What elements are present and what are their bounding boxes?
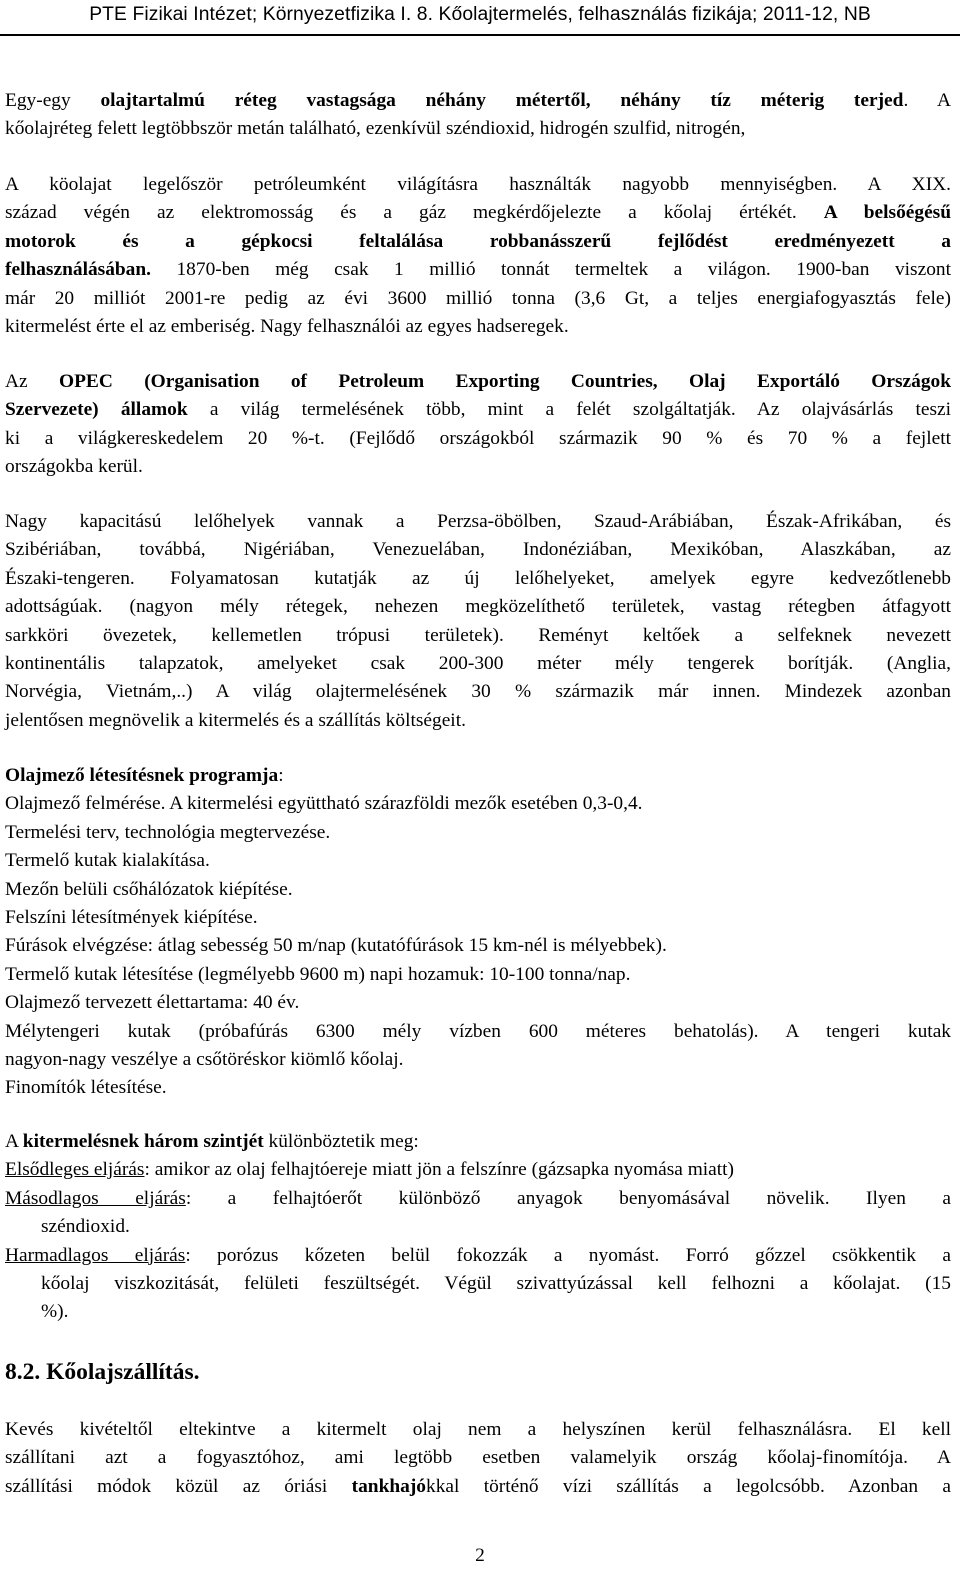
text-line: kontinentális talapzatok, amelyeket csak 200-300 méter mély tengerek borítják. (Anglia,: [5, 653, 951, 675]
text-line: sarkköri övezetek, kellemetlen trópusi területek). Reményt keltőek a selfeknek nevezett: [5, 624, 951, 646]
page-number: 2: [475, 1545, 485, 1566]
program-heading: Olajmező létesítésnek programja:: [5, 765, 284, 786]
paragraph-opec: [5, 368, 951, 482]
text-line: Felszíni létesítmények kiépítése.: [5, 907, 258, 929]
text-line: Mezőn belüli csőhálózatok kiépítése.: [5, 878, 293, 900]
bold-phrase: olajtartalmú réteg vastagsága néhány métertől, néhány tíz méterig terjed: [100, 90, 904, 111]
text-line: nagyon-nagy veszélye a csőtöréskor kiömlő kőolaj.: [5, 1049, 404, 1071]
text-line: %).: [41, 1301, 69, 1323]
text-line: jelentősen megnövelik a kitermelés és a szállítás költségeit.: [5, 709, 466, 731]
section-heading: 8.2. Kőolajszállítás.: [5, 1359, 200, 1385]
header-rule: [0, 34, 960, 36]
text-line: kőolaj viszkozitását, felületi feszültségét. Végül szivattyúzással kell felhozni a kőolajat. (15: [41, 1273, 951, 1295]
text-line: szállítani azt a fogyasztóhoz, ami legtöbb esetben valamelyik ország kőolaj-finomítója. A: [5, 1447, 951, 1469]
primary-method: Elsődleges eljárás: amikor az olaj felhajtóereje miatt jön a felszínre (gázsapka nyomása miatt): [5, 1159, 735, 1181]
text-line: felhasználásában. 1870-ben még csak 1 millió tonnát termeltek a világon. 1900-ban viszont: [5, 259, 951, 281]
text-line: A kitermelésnek három szintjét különböztetik meg:: [5, 1131, 419, 1152]
text-line: Egy-egy olajtartalmú réteg vastagsága néhány métertől, néhány tíz méterig terjed. A: [5, 90, 951, 111]
text-line: szállítási módok közül az óriási tankhajókkal történő vízi szállítás a legolcsóbb. Azonban a: [5, 1475, 952, 1497]
tertiary-method: Harmadlagos eljárás: porózus kőzeten belül fokozzák a nyomást. Forró gőzzel csökkentik a: [5, 1244, 951, 1266]
text-line: Nagy kapacitású lelőhelyek vannak a Perzsa-öbölben, Szaud-Arábiában, Észak-Afrikában, és: [5, 511, 951, 532]
text-line: Mélytengeri kutak (próbafúrás 6300 mély vízben 600 méteres behatolás). A tengeri kutak: [5, 1020, 951, 1042]
text-line: Finomítók létesítése.: [5, 1077, 167, 1099]
text-line: széndioxid.: [41, 1216, 130, 1238]
text-line: országokba kerül.: [5, 456, 143, 478]
text-line: század végén az elektromosság és a gáz megkérdőjelezte a kőolaj értékét. A belsőégésű: [5, 202, 952, 224]
text-line: Szibériában, továbbá, Nigériában, Venezuelában, Indonéziában, Mexikóban, Alaszkában, az: [5, 539, 951, 561]
paragraph-oil-layer: [5, 87, 951, 144]
paragraph-history: [5, 171, 951, 341]
text-line: A köolajat legelőször petróleumként világításra használták nagyobb mennyiségben. A XIX.: [5, 174, 951, 195]
text-line: adottságúak. (nagyon mély rétegek, nehezen megközelíthető területek, vastag rétegben átfagyott: [5, 596, 951, 618]
text-line: Norvégia, Vietnám,..) A világ olajtermelésének 30 % származik már innen. Mindezek azonban: [5, 681, 951, 703]
text-line: Szervezete) államok a világ termelésének több, mint a felét szolgáltatják. Az olajvásárlás teszi: [5, 399, 951, 421]
text-line: Az OPEC (Organisation of Petroleum Exporting Countries, Olaj Exportáló Országok: [5, 371, 951, 392]
text-line: kitermelést érte el az emberiség. Nagy felhasználói az egyes hadseregek.: [5, 316, 569, 338]
paragraph-deposits: [5, 508, 951, 735]
text-line: Északi-tengeren. Folyamatosan kutatják az új lelőhelyeket, amelyek egyre kedvezőtlenebb: [5, 567, 951, 589]
paragraph-oilfield-program: [5, 762, 951, 1103]
text-line: Kevés kivételtől eltekintve a kitermelt olaj nem a helyszínen kerül felhasználásra. El kell: [5, 1419, 951, 1440]
text-line: Termelési terv, technológia megtervezése.: [5, 821, 331, 843]
text-line: Olajmező felmérése. A kitermelési együttható szárazföldi mezők esetében 0,3-0,4.: [5, 793, 643, 815]
running-header: PTE Fizikai Intézet; Környezetfizika I. 8. Kőolajtermelés, felhasználás fizikája; 2011-12, NB: [89, 4, 871, 25]
text-line: ki a világkereskedelem 20 %-t. (Fejlődő országokból származik 90 % és 70 % a fejlett: [5, 427, 951, 449]
text-line: Fúrások elvégzése: átlag sebesség 50 m/nap (kutatófúrások 15 km-nél is mélyebbek).: [5, 935, 667, 957]
text-line: Termelő kutak kialakítása.: [5, 850, 210, 872]
secondary-method: Másodlagos eljárás: a felhajtóerőt különböző anyagok benyomásával növelik. Ilyen a: [5, 1187, 951, 1209]
text-line: kőolajréteg felett legtöbbször metán található, ezenkívül széndioxid, hidrogén szulfid, nitrogén,: [5, 118, 746, 140]
text-line: Olajmező tervezett élettartama: 40 év.: [5, 992, 300, 1014]
paragraph-extraction-levels: [5, 1128, 951, 1327]
text-line: motorok és a gépkocsi feltalálása robbanásszerű fejlődést eredményezett a: [5, 230, 951, 252]
text-line: Termelő kutak létesítése (legmélyebb 9600 m) napi hozamuk: 10-100 tonna/nap.: [5, 963, 631, 985]
paragraph-transport: [5, 1416, 951, 1501]
text-line: már 20 milliót 2001-re pedig az évi 3600 millió tonna (3,6 Gt, a teljes energiafogyasztás fele): [5, 287, 951, 309]
